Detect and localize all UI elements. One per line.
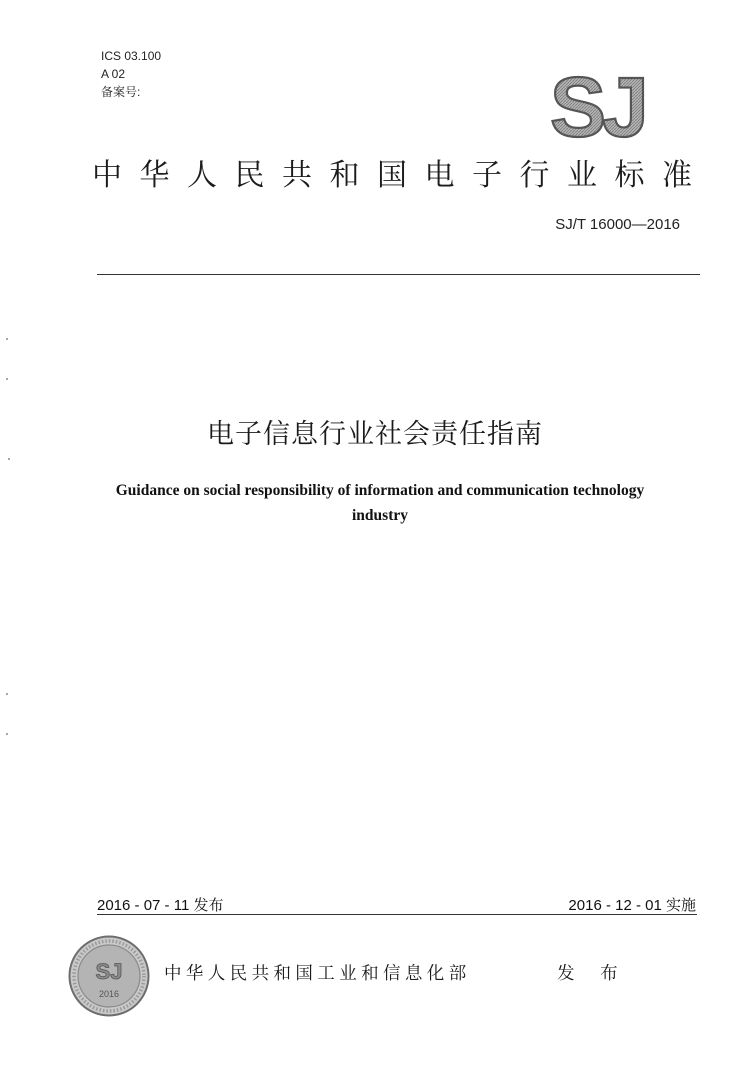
classification-code: A 02: [101, 67, 126, 81]
seal-year: 2016: [98, 989, 120, 999]
seal-sj-mark: SJ: [95, 959, 123, 984]
header-divider: [97, 274, 700, 275]
title-en-line-2: industry: [352, 507, 408, 524]
ics-code: ICS 03.100: [101, 49, 162, 63]
scan-speck: [6, 338, 8, 340]
document-title-zh: 电子信息行业社会责任指南: [207, 419, 543, 450]
document-title-en: [75, 478, 685, 528]
ministry-seal: [68, 935, 150, 1017]
filing-number-label: 备案号:: [101, 85, 141, 99]
issuing-ministry: 中华人民共和国工业和信息化部: [164, 964, 471, 984]
scan-speck: [6, 693, 8, 695]
standard-number: SJ/T 16000—2016: [555, 216, 680, 233]
scan-speck: [8, 458, 10, 460]
scan-speck: [6, 733, 8, 735]
scan-speck: [6, 378, 8, 380]
implementation-date: 2016 - 12 - 01 实施: [568, 897, 696, 914]
sj-logo: [548, 70, 670, 144]
footer-divider: [97, 914, 697, 915]
issue-action: 发 布: [557, 964, 628, 984]
org-standard-title: 中华人民共和国电子行业标准: [92, 158, 710, 193]
title-en-line-1: Guidance on social responsibility of information and communication technology: [115, 482, 645, 499]
sj-logo-text: SJ: [550, 70, 645, 144]
publish-date: 2016 - 07 - 11 发布: [97, 897, 224, 914]
